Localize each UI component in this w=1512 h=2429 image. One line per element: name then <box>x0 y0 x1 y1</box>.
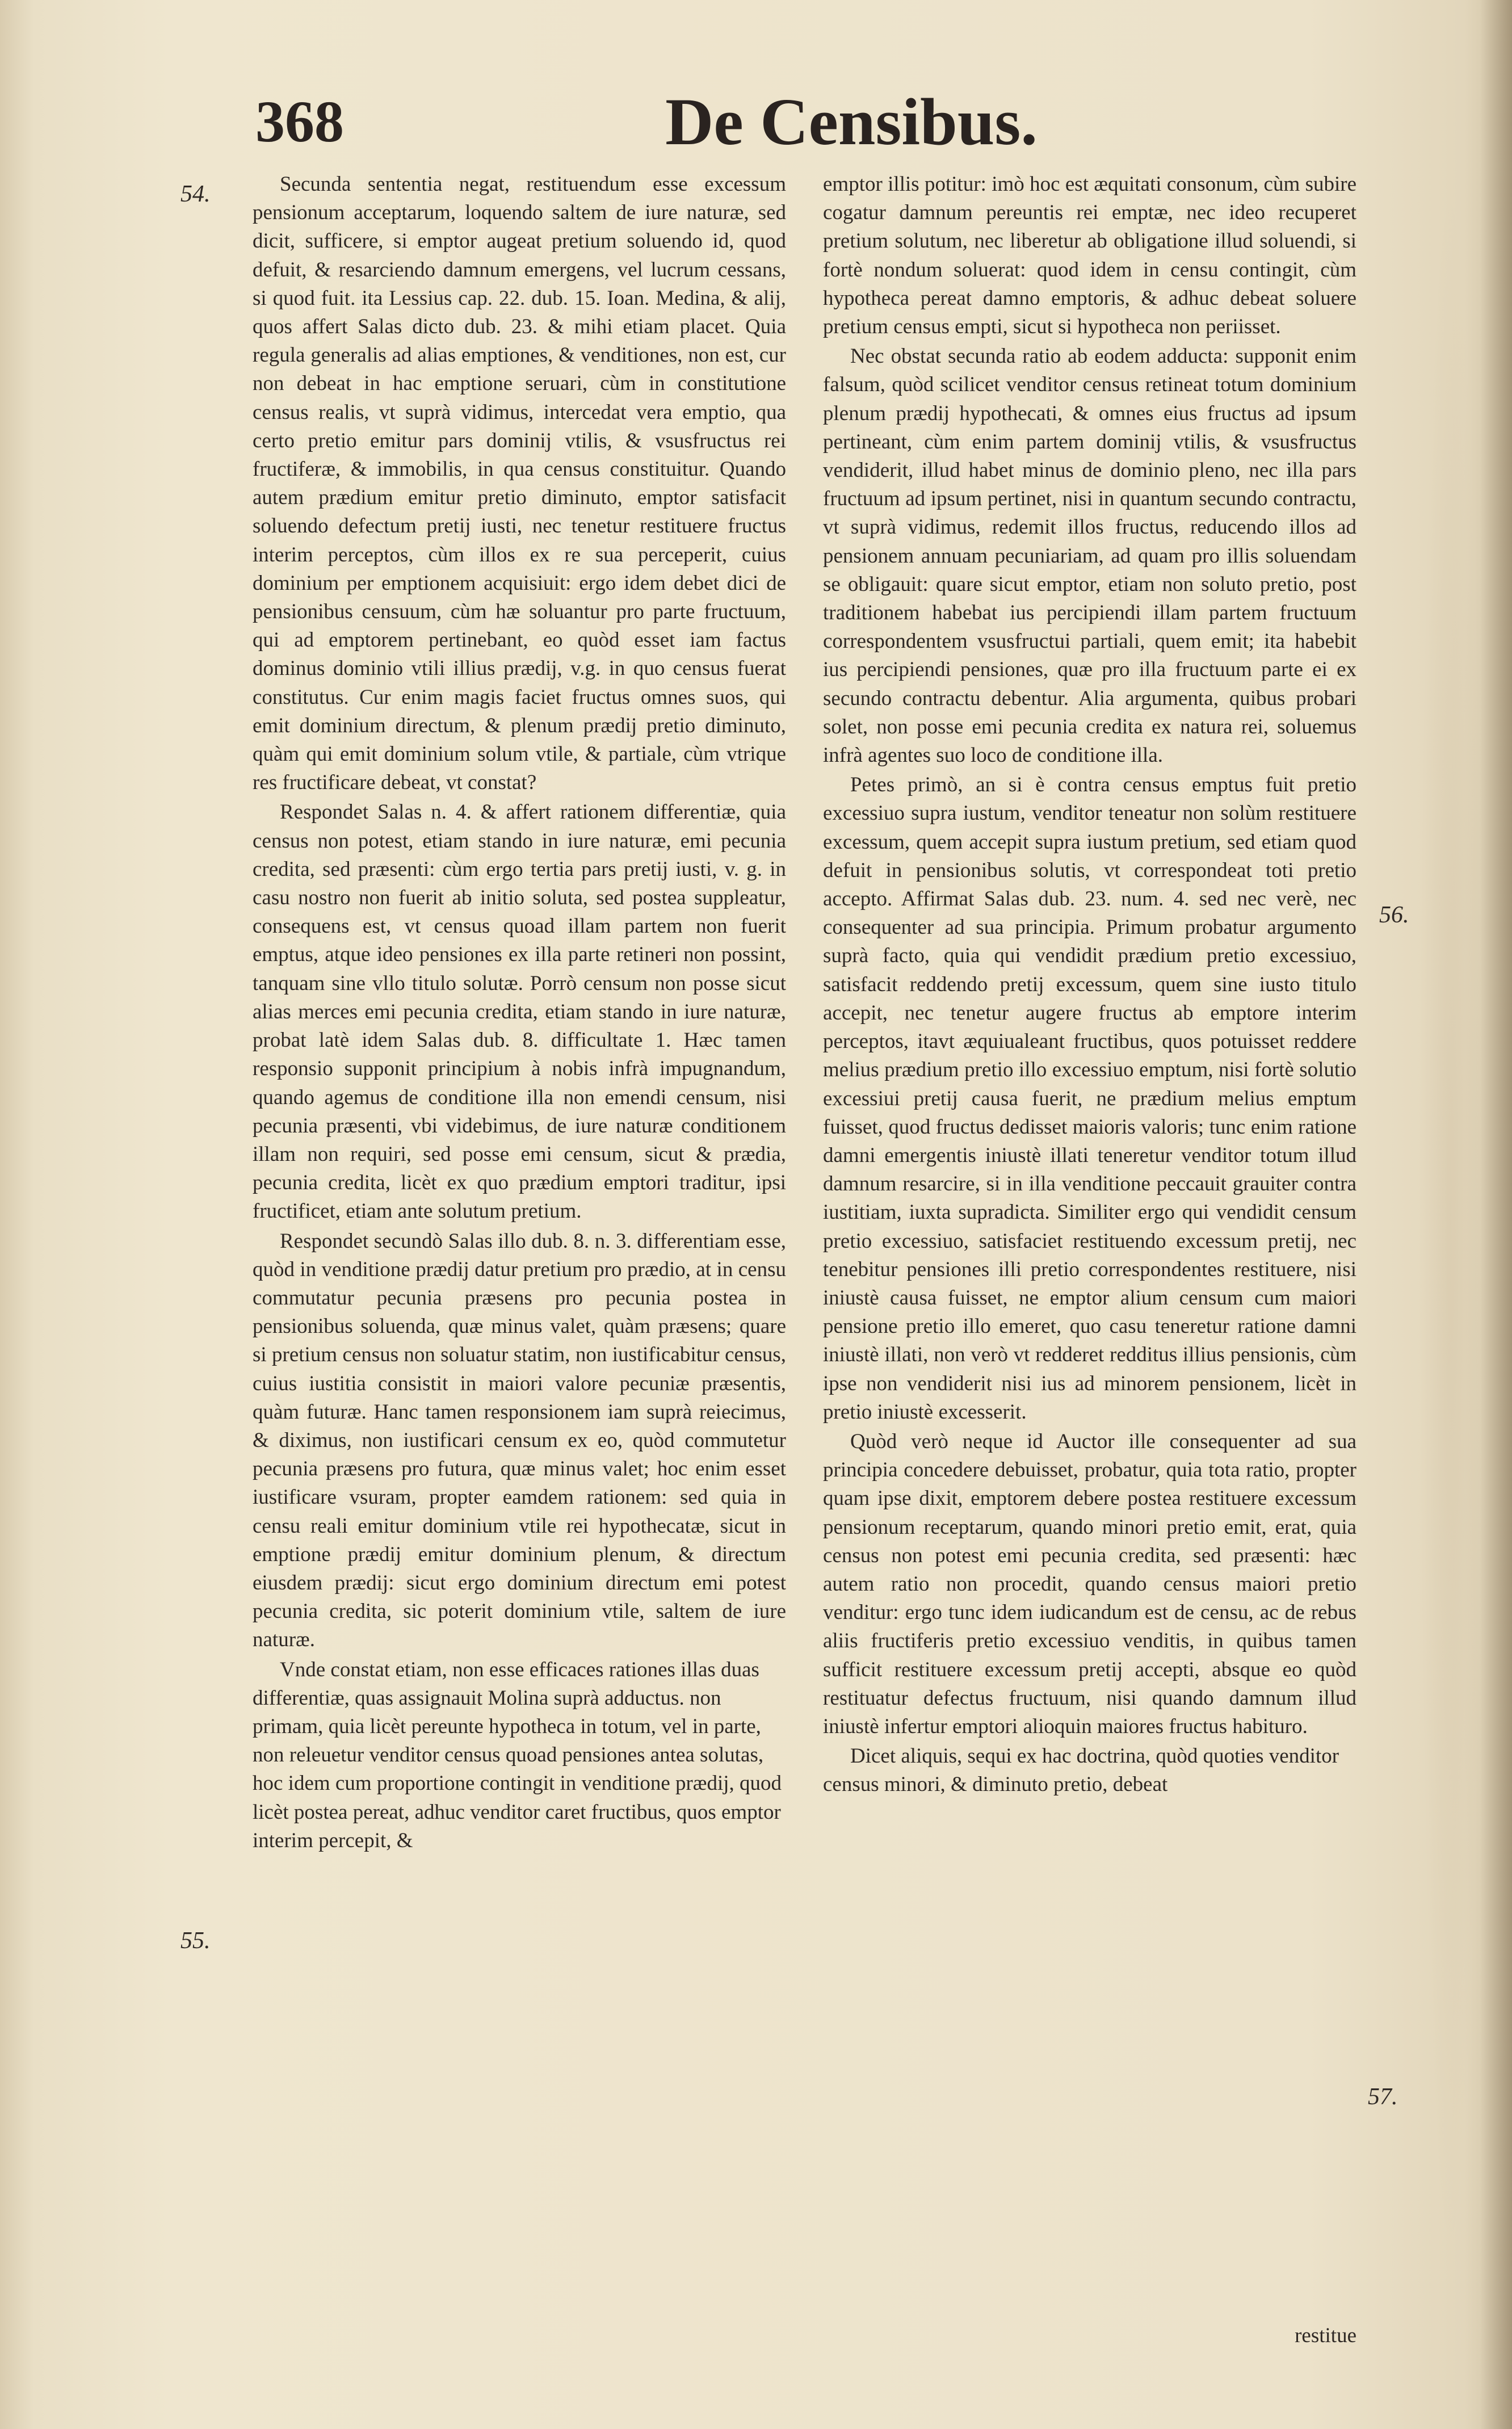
page-edge-shadow <box>1480 0 1512 2429</box>
margin-number-54: 54. <box>180 181 211 207</box>
paragraph: Nec obstat secunda ratio ab eodem adducta: supponit enim falsum, quòd scilicet venditor census retineat totum dominium plenum prædij hypothecati, & omnes eius fructus ad ipsum pertineant, cùm enim partem dominij vtilis, & vsusfructus vendiderit, illud habet minus de dominio pleno, nec illa pars fructuum ad ipsum pertinet, nisi in quantum secundo contractu, vt suprà vidimus, redemit illos fructus, reducendo illos ad pensionem annuam pecuniariam, ad quam pro illis soluendam se obligauit: quare sicut emptor, etiam non soluto pretio, post traditionem habebat ius percipiendi illam partem fructuum correspondentem vsusfructui partiali, quem emit; ita habebit ius percipiendi pensiones, quæ pro illa fructuum parte ei ex secundo contractu debentur. Alia argumenta, quibus probari solet, non posse emi pecunia credita ex natura rei, soluemus infrà agentes suo loco de conditione illa. <box>823 345 1356 767</box>
page-number: 368 <box>255 89 344 154</box>
right-column <box>823 170 1356 1799</box>
page-header <box>255 85 1050 159</box>
margin-number-57: 57. <box>1368 2084 1398 2110</box>
paragraph: Vnde constat etiam, non esse efficaces rationes illas duas differentiæ, quas assignauit Molina suprà adductus. non primam, quia licèt pereunte hypotheca in totum, vel in parte, non releuetur venditor census quoad pensiones antea solutas, hoc idem cum proportione contingit in venditione prædij, quod licèt postea pereat, adhuc venditor caret fructibus, quos emptor interim percepit, & <box>253 1658 782 1852</box>
margin-number-55: 55. <box>180 1928 211 1954</box>
paragraph: Secunda sententia negat, restituendum esse excessum pensionum acceptarum, loquendo saltem de iure naturæ, sed dicit, sufficere, si emptor augeat pretium soluendo id, quod defuit, & resarciendo damnum emergens, vel lucrum cessans, si quod fuit. ita Lessius cap. 22. dub. 15. Ioan. Medina, & alij, quos affert Salas dicto dub. 23. & mihi etiam placet. Quia regula generalis ad alias emptiones, & venditiones, non est, cur non debeat in hac emptione seruari, cùm in constitutione census realis, vt suprà vidimus, intercedat vera emptio, qua certo pretio emitur pars dominij vtilis, & vsusfructus rei fructiferæ, & immobilis, in qua census constituitur. Quando autem prædium emitur pretio diminuto, emptor satisfacit soluendo defectum pretij iusti, nec tenetur restituere fructus interim perceptos, cùm illos ex re sua perceperit, cuius dominium per emptionem acquisiuit: ergo idem debet dici de pensionibus censuum, cùm hæ soluantur pro parte fructuum, qui ad emptorem pertinebant, eo quòd esset iam factus dominus dominio vtili illius prædij, v.g. in quo census fuerat constitutus. Cur enim magis faciet fructus omnes suos, qui emit dominium directum, & plenum prædij pretio diminuto, quàm qui emit dominium solum vtile, & partiale, cùm vtrique res fructificare debeat, vt constat? <box>253 173 786 795</box>
margin-number-56: 56. <box>1379 902 1409 928</box>
left-column <box>253 170 786 1855</box>
paragraph: Petes primò, an si è contra census emptus fuit pretio excessiuo supra iustum, venditor teneatur non solùm restituere excessum, quem accepit supra iustum pretium, sed etiam quod defuit in pensionibus solutis, vt correspondeat toti pretio accepto. Affirmat Salas dub. 23. num. 4. sed nec verè, nec consequenter ad sua principia. Primum probatur argumento suprà facto, quia qui vendidit prædium pretio excessiuo, satisfacit reddendo pretij excessum, quem sine iusto titulo accepit, nec tenetur augere fructus ab emptore interim perceptos, itavt æquiualeant fructibus, quos potuisset reddere melius prædium pretio illo excessiuo emptum, nisi fortè solutio excessiui pretij causa fuerit, ne prædium melius emptum fuisset, quod fructus dedisset maioris valoris; tunc enim ratione damni emergentis iniustè illati teneretur venditor totum illud damnum resarcire, si in illa venditione peccauit grauiter contra iustitiam, iuxta supradicta. Similiter ergo qui vendidit censum pretio excessiuo, satisfaciet restituendo excessum pretij, nec tenebitur pensiones illi pretio correspondentes restituere, nisi iniustè causa fuisset, ne emptor alium censum cum maiori pensione pretio illo emeret, quo casu teneretur ratione damni iniustè illati, non verò vt redderet redditus illius pensionis, cùm ipse non vendiderit nisi ius ad minorem pensionem, licèt in pretio iniustè excesserit. <box>823 773 1356 1424</box>
paragraph: Respondet secundò Salas illo dub. 8. n. 3. differentiam esse, quòd in venditione prædij datur pretium pro prædio, at in censu commutatur pecunia præsens pro pecunia postea in pensionibus soluenda, quæ minus valet, quàm præsens; quare si pretium census non soluatur statim, non iustificabitur census, cuius iustitia consistit in maiori valore pecuniæ præsentis, quàm futuræ. Hanc tamen responsionem iam suprà reiecimus, & diximus, non iustificari censum ex eo, quòd commutetur pecunia præsens pro futura, quæ minus valet; hoc enim esset iustificare vsuram, propter eamdem rationem: sed quia in censu reali emitur dominium vtile rei hypothecatæ, sicut in emptione prædij emitur dominium plenum, & directum eiusdem prædij: sicut ergo dominium directum emi potest pecunia credita, sic poterit dominium vtile, saltem de iure naturæ. <box>253 1229 786 1652</box>
page-stain <box>1419 170 1481 2271</box>
paragraph: Quòd verò neque id Auctor ille consequenter ad sua principia concedere debuisset, probatur, quia tota ratio, propter quam ipse dixit, emptorem debere postea restituere excessum pensionum receptarum, quando minori pretio emit, erat, quia census non potest emi pecunia credita, sed præsenti: hæc autem ratio non procedit, quando census maiori pretio venditur: ergo tunc idem iudicandum est de censu, ac de rebus aliis fructiferis pretio excessiuo venditis, in quibus tamen sufficit restituere excessum pretij accepti, absque eo quòd restituatur defectus fructuum, nisi quando damnum illud iniustè infertur emptori alioquin maiores fructus habituro. <box>823 1429 1356 1738</box>
paragraph: Respondet Salas n. 4. & affert rationem differentiæ, quia census non potest, etiam stando in iure naturæ, emi pecunia credita, sed præsenti: cùm ergo tertia pars pretij iusti, v. g. in casu nostro non fuerit ab initio soluta, sed postea suppleatur, consequens est, vt census quoad illam partem non fuerit emptus, atque ideo pensiones ex illa parte retineri non possint, tanquam sine vllo titulo solutæ. Porrò censum non posse sicut alias merces emi pecunia credita, etiam stando in iure naturæ, probat latè idem Salas dub. 8. difficultate 1. Hæc tamen responsio supponit principium à nobis infrà impugnandum, quando agemus de conditione illa non emendi censum, nisi pecunia præsenti, vbi videbimus, de iure naturæ conditionem illam non requiri, sed posse emi censum, sicut & prædia, pecunia credita, licèt ex quo prædium emptori traditur, ipsi fructificet, etiam ante solutum pretium. <box>253 800 786 1223</box>
catchword: restitue <box>1295 2324 1356 2347</box>
running-title: De Censibus. <box>665 85 1038 159</box>
paragraph: emptor illis potitur: imò hoc est æquitati consonum, cùm subire cogatur damnum pereuntis rei emptæ, nec ideo recuperet pretium solutum, nec liberetur ab obligatione illud soluendi, si fortè nondum soluerat: quod idem in censu contingit, cùm hypotheca pereat damno emptoris, & adhuc debeat soluere pretium census empti, sicut si hypotheca non periisset. <box>823 173 1356 339</box>
paragraph: Dicet aliquis, sequi ex hac doctrina, quòd quoties venditor census minori, & diminuto pretio, debeat <box>823 1744 1339 1797</box>
